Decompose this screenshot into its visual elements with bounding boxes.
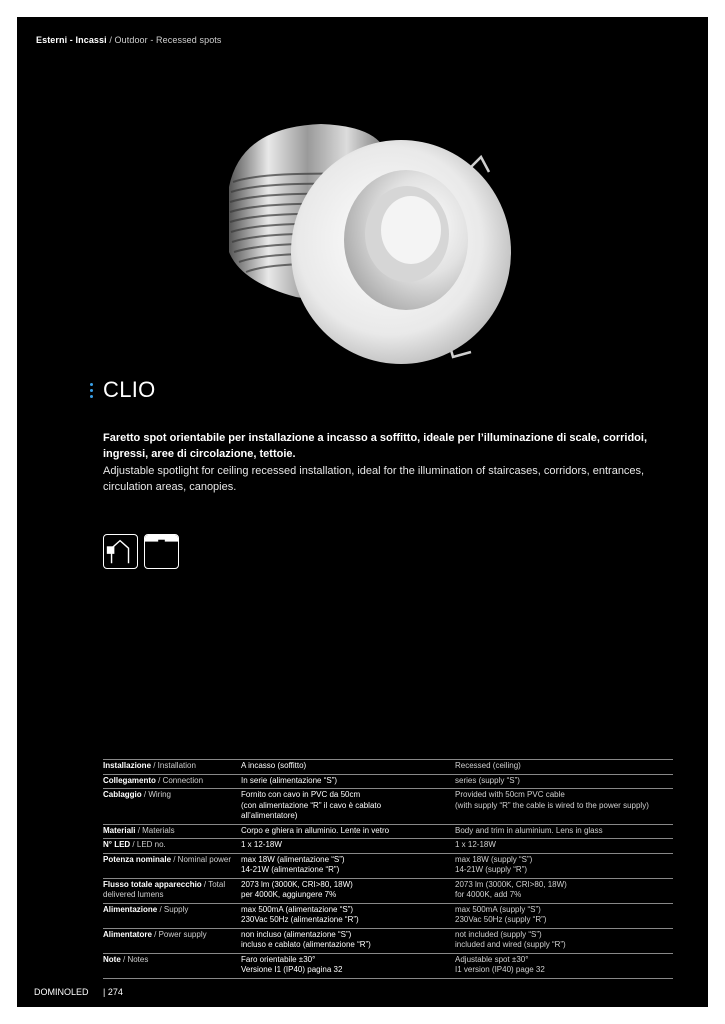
product-title: CLIO xyxy=(103,377,156,402)
spec-row xyxy=(103,774,673,789)
spec-row xyxy=(103,759,673,774)
spec-value-english: Recessed (ceiling) xyxy=(455,761,521,770)
spec-value-italian: In serie (alimentazione “S”) xyxy=(241,775,338,785)
footer-brand: DOMINOLED xyxy=(34,987,89,997)
spec-label: Alimentatore / Power supply xyxy=(103,929,207,939)
spec-value-italian: A incasso (soffitto) xyxy=(241,761,307,770)
spec-value-english: max 18W (supply “S”) 14-21W (supply “R”) xyxy=(455,854,533,874)
spec-label: Potenza nominale / Nominal power xyxy=(103,854,232,864)
page-footer xyxy=(34,987,123,997)
outdoor-house-icon xyxy=(103,534,138,569)
spec-value-italian: Faro orientabile ±30° Versione I1 (IP40) pagina 32 xyxy=(241,954,343,974)
page-number: | 274 xyxy=(103,987,123,997)
spec-row xyxy=(103,953,673,979)
spec-row xyxy=(103,853,673,878)
spec-row xyxy=(103,878,673,903)
specifications-table xyxy=(103,759,673,979)
spec-value-italian: Corpo e ghiera in alluminio. Lente in vetro xyxy=(241,825,390,835)
spec-value-english: Adjustable spot ±30° I1 version (IP40) page 32 xyxy=(455,954,545,974)
spec-value-italian: non incluso (alimentazione “S”) incluso e cablato (alimentazione “R”) xyxy=(241,929,371,949)
title-bullet-icon xyxy=(90,383,94,401)
catalog-page xyxy=(17,17,708,1007)
spec-value-italian: Fornito con cavo in PVC da 50cm (con alimentazione “R” il cavo è cablato all’alimentatore) xyxy=(241,790,382,820)
spec-label: Flusso totale apparecchio / Total delivered lumens xyxy=(103,879,226,899)
spec-label: N° LED / LED no. xyxy=(103,840,166,849)
description-english: Adjustable spotlight for ceiling recessed installation, ideal for the illumination of staircases, corridors, entrances, circulation areas, canopies. xyxy=(103,465,645,493)
spec-row xyxy=(103,928,673,953)
page-header xyxy=(36,35,222,45)
header-category: Esterni - Incassi xyxy=(36,35,107,45)
spec-value-italian: 1 x 12-18W xyxy=(241,840,282,849)
spec-value-italian: max 18W (alimentazione “S”) 14-21W (alimentazione “R”) xyxy=(241,854,345,874)
spec-value-english: not included (supply “S”) included and wired (supply “R”) xyxy=(455,929,566,949)
spec-label: Collegamento / Connection xyxy=(103,775,204,785)
spec-value-english: max 500mA (supply “S”) 230Vac 50Hz (supply “R”) xyxy=(455,904,547,924)
header-subcategory: / Outdoor - Recessed spots xyxy=(109,35,222,45)
spec-label: Cablaggio / Wiring xyxy=(103,790,172,799)
spec-value-italian: max 500mA (alimentazione “S”) 230Vac 50Hz (alimentazione “R”) xyxy=(241,904,359,924)
spec-row xyxy=(103,824,673,839)
spec-label: Installazione / Installation xyxy=(103,761,196,770)
spec-row xyxy=(103,788,673,824)
spec-row xyxy=(103,903,673,928)
spec-value-italian: 2073 lm (3000K, CRI>80, 18W) per 4000K, aggiungere 7% xyxy=(241,879,353,899)
description-italian: Faretto spot orientabile per installazione a incasso a soffitto, ideale per l’illuminazione di scale, corridoi, ingressi, aree di circolazione, tettoie. xyxy=(103,432,648,460)
spec-value-english: series (supply “S”) xyxy=(455,775,520,785)
spec-label: Note / Notes xyxy=(103,954,149,964)
spec-value-english: 1 x 12-18W xyxy=(455,840,496,849)
spec-value-english: Body and trim in aluminium. Lens in glass xyxy=(455,825,603,835)
spec-value-english: Provided with 50cm PVC cable (with supply “R” the cable is wired to the power supply) xyxy=(455,790,649,810)
spec-row xyxy=(103,838,673,853)
spec-label: Alimentazione / Supply xyxy=(103,904,189,914)
ceiling-recessed-icon xyxy=(144,534,179,569)
spec-value-english: 2073 lm (3000K, CRI>80, 18W) for 4000K, add 7% xyxy=(455,879,567,899)
spec-label: Materiali / Materials xyxy=(103,825,175,835)
product-photo xyxy=(201,112,511,382)
